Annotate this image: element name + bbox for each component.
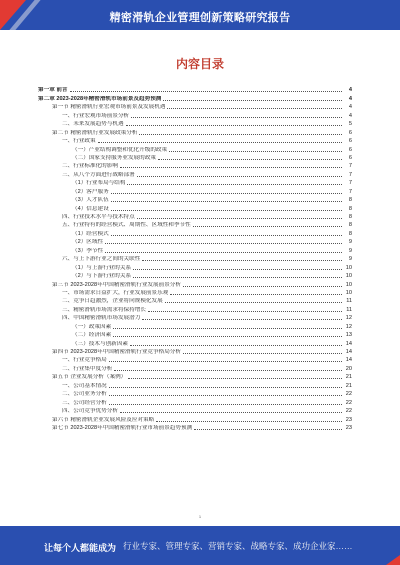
toc-leader-dots (156, 421, 342, 422)
toc-entry-text: 一、公司基本情况 (62, 382, 107, 389)
toc-entry[interactable] (38, 154, 352, 162)
toc-entry[interactable] (38, 137, 352, 145)
page-number: 1 (198, 514, 202, 519)
toc-entry[interactable] (38, 348, 352, 356)
toc-leader-dots (170, 294, 342, 295)
toc-entry-page: 4 (348, 95, 352, 102)
toc-entry-page: 6 (348, 129, 352, 136)
toc-leader-dots (163, 100, 342, 101)
toc-entry-page: 11 (346, 306, 352, 313)
toc-entry-text: （一）产业结构调整和优化升级的政策 (72, 146, 168, 153)
toc-leader-dots (111, 193, 342, 194)
toc-entry[interactable] (38, 255, 352, 263)
toc-entry-text: 五、行业特有的经营模式、周期性、区域性和季节性 (62, 222, 191, 229)
toc-leader-dots (183, 286, 342, 287)
toc-leader-dots (167, 108, 342, 109)
toc-entry-page: 6 (348, 138, 352, 145)
footer-slogan-right: 行业专家、管理专家、营销专家、战略专家、成功企业家…… (123, 541, 353, 551)
toc-entry-page: 6 (348, 154, 352, 161)
toc-entry-text: （一）政策因素 (72, 323, 112, 330)
toc-entry-text: 一、行业竞争格局 (62, 357, 107, 364)
toc-entry-text: 二、公司业务分析 (62, 391, 107, 398)
toc-entry-page: 10 (345, 264, 352, 271)
toc-leader-dots (194, 429, 342, 430)
toc-entry-page: 4 (348, 112, 352, 119)
toc-entry-text: 第七节 2023-2028年中国精密滑轨行业市场前景趋势预测 (52, 424, 193, 431)
toc-entry-page: 22 (345, 391, 352, 398)
toc-leader-dots (142, 319, 342, 320)
toc-entry-text: 三、公司经营分析 (62, 399, 107, 406)
toc-entry[interactable] (38, 263, 352, 271)
toc-entry-page: 10 (345, 281, 352, 288)
toc-leader-dots (133, 269, 342, 270)
table-of-contents (38, 86, 352, 432)
toc-leader-dots (111, 201, 342, 202)
toc-entry[interactable] (38, 145, 352, 153)
toc-entry-page: 13 (345, 332, 352, 339)
toc-entry-page: 9 (348, 256, 352, 263)
toc-entry-text: 三、从八个方面进行战略部署 (62, 171, 135, 178)
toc-leader-dots (131, 117, 342, 118)
toc-title: 内容目录 (175, 57, 224, 71)
toc-entry-page: 4 (348, 87, 352, 94)
toc-leader-dots (120, 412, 342, 413)
toc-leader-dots (113, 336, 342, 337)
toc-leader-dots (137, 176, 342, 177)
toc-entry[interactable] (38, 128, 352, 136)
toc-entry-page: 8 (348, 205, 352, 212)
report-header (0, 0, 400, 30)
toc-entry-page: 23 (345, 416, 352, 423)
toc-entry[interactable] (38, 213, 352, 221)
toc-entry-text: 六、与上下游行业之间的关联性 (62, 256, 141, 263)
toc-leader-dots (169, 151, 342, 152)
toc-leader-dots (139, 134, 342, 135)
toc-entry-page: 7 (348, 163, 352, 170)
toc-leader-dots (128, 378, 342, 379)
footer-red-accent (386, 555, 400, 565)
toc-entry-page: 14 (345, 340, 352, 347)
toc-entry-text: 三、精密滑轨市场需求将保持增长 (62, 306, 146, 313)
toc-entry[interactable] (38, 238, 352, 246)
toc-leader-dots (114, 370, 342, 371)
toc-entry[interactable] (38, 415, 352, 423)
toc-entry-text: 四、中国精密滑轨市场发展潜力 (62, 315, 141, 322)
toc-entry-page: 22 (345, 408, 352, 415)
toc-leader-dots (70, 91, 342, 92)
toc-entry-text: 第二章 2023-2028年精密滑轨市场前景及趋势预测 (38, 95, 162, 102)
toc-leader-dots (105, 252, 342, 253)
toc-entry[interactable] (38, 424, 352, 432)
toc-leader-dots (105, 243, 342, 244)
toc-leader-dots (111, 235, 342, 236)
toc-leader-dots (98, 142, 342, 143)
toc-entry[interactable] (38, 390, 352, 398)
toc-entry-page: 8 (348, 214, 352, 220)
toc-entry-text: 二、竞争日趋激烈，企业将向规模化发展 (62, 298, 163, 305)
toc-entry-text: 二、未来发展趋势与机遇 (62, 121, 124, 128)
toc-entry-text: （二）经济因素 (72, 332, 112, 339)
toc-entry-text: 第四节 2023-2028年中国精密滑轨行业竞争格局分析 (52, 349, 181, 355)
toc-entry[interactable] (38, 331, 352, 339)
toc-entry-text: 四、行业技术水平与技术特点 (62, 214, 135, 220)
toc-entry-text: （2）与下游行业的关系 (72, 273, 132, 280)
toc-entry-page: 8 (348, 222, 352, 229)
toc-leader-dots (120, 167, 342, 168)
toc-leader-dots (113, 328, 342, 329)
toc-entry[interactable] (38, 221, 352, 229)
toc-entry-page: 7 (348, 171, 352, 178)
toc-entry[interactable] (38, 407, 352, 415)
toc-entry-text: （1）行业布局与结构 (72, 180, 126, 187)
toc-leader-dots (109, 404, 342, 405)
toc-entry[interactable] (38, 322, 352, 330)
toc-entry[interactable] (38, 162, 352, 170)
toc-entry-text: 第一节 精密滑轨行业宏观市场前景及发展机遇 (52, 104, 166, 111)
toc-leader-dots (183, 353, 342, 354)
toc-entry-text: 二、行业标准化的影响 (62, 163, 118, 170)
toc-entry-text: 第三节 2023-2028年中国精密滑轨行业发展前景分析 (52, 281, 181, 288)
toc-entry[interactable] (38, 111, 352, 119)
toc-entry-text: （1）与上游行业的关系 (72, 264, 132, 271)
toc-entry-text: （2）区域性 (72, 239, 104, 246)
toc-entry-text: （1）经营模式 (72, 230, 109, 237)
toc-leader-dots (133, 277, 342, 278)
toc-entry[interactable] (38, 86, 352, 94)
toc-entry-page: 6 (348, 146, 352, 153)
toc-entry-page: 22 (345, 399, 352, 406)
toc-entry[interactable] (38, 339, 352, 347)
toc-entry-text: （3）季节性 (72, 247, 104, 254)
toc-leader-dots (111, 210, 342, 211)
toc-entry[interactable] (38, 94, 352, 102)
toc-leader-dots (109, 387, 342, 388)
toc-entry[interactable] (38, 103, 352, 111)
toc-entry-page: 14 (345, 349, 352, 355)
toc-entry-text: （4）信息建设 (72, 205, 109, 212)
toc-entry-page: 8 (348, 197, 352, 204)
toc-entry-text: 第六节 精密滑轨企业发展风险及应对策略 (52, 416, 155, 423)
toc-entry-text: 一、行业宏观市场前景分析 (62, 112, 130, 119)
toc-entry-text: 四、公司竞争优势分析 (62, 408, 118, 415)
toc-entry-page: 12 (345, 323, 352, 330)
toc-entry-page: 20 (345, 365, 352, 372)
toc-entry-page: 9 (348, 239, 352, 246)
toc-entry[interactable] (38, 381, 352, 389)
toc-entry[interactable] (38, 272, 352, 280)
toc-entry-page: 9 (348, 247, 352, 254)
toc-entry-page: 5 (348, 121, 352, 128)
toc-leader-dots (148, 311, 342, 312)
toc-entry[interactable] (38, 305, 352, 313)
toc-entry-page: 7 (348, 188, 352, 195)
toc-entry[interactable] (38, 204, 352, 212)
toc-entry-page: 10 (345, 273, 352, 280)
footer-banner (0, 526, 400, 565)
toc-entry-text: （二）国家支持服务业发展的政策 (72, 154, 156, 161)
toc-leader-dots (158, 159, 342, 160)
toc-entry[interactable] (38, 246, 352, 254)
toc-entry[interactable] (38, 179, 352, 187)
toc-entry[interactable] (38, 373, 352, 381)
toc-entry-page: 14 (345, 357, 352, 364)
toc-leader-dots (109, 395, 342, 396)
toc-entry[interactable] (38, 229, 352, 237)
toc-entry-text: 第五节 企业发展分析（案例） (52, 374, 127, 381)
toc-leader-dots (126, 125, 342, 126)
toc-leader-dots (193, 226, 342, 227)
toc-entry[interactable] (38, 314, 352, 322)
toc-leader-dots (142, 260, 342, 261)
toc-leader-dots (137, 218, 342, 219)
toc-entry[interactable] (38, 297, 352, 305)
toc-entry[interactable] (38, 280, 352, 288)
toc-entry-text: （2）客户服务 (72, 188, 109, 195)
toc-entry-page: 8 (348, 230, 352, 237)
toc-entry[interactable] (38, 170, 352, 178)
toc-entry-page: 12 (345, 315, 352, 322)
report-title: 精密滑轨企业管理创新策略研究报告 (109, 12, 291, 24)
toc-entry-text: 一、市场需求日益扩大，行业发展前景乐观 (62, 289, 169, 296)
toc-entry[interactable] (38, 398, 352, 406)
toc-entry[interactable] (38, 120, 352, 128)
toc-entry-text: （三）技术与创新因素 (72, 340, 128, 347)
toc-leader-dots (130, 345, 342, 346)
toc-entry-page: 21 (345, 374, 352, 381)
toc-entry[interactable] (38, 289, 352, 297)
toc-entry-text: 第二节 精密滑轨行业发展政策分析 (52, 129, 138, 136)
toc-entry-text: 一、行业政策 (62, 138, 96, 145)
toc-leader-dots (127, 184, 342, 185)
toc-entry-text: 第一章 前言 (38, 87, 68, 94)
toc-entry-page: 21 (345, 382, 352, 389)
toc-entry[interactable] (38, 187, 352, 195)
toc-entry-page: 23 (345, 424, 352, 431)
toc-entry-text: 二、行业集中度分析 (62, 365, 113, 372)
toc-entry-page: 11 (346, 298, 352, 305)
toc-entry-page: 4 (348, 104, 352, 111)
toc-entry-page: 10 (345, 289, 352, 296)
toc-leader-dots (165, 302, 342, 303)
toc-entry[interactable] (38, 196, 352, 204)
toc-leader-dots (109, 361, 342, 362)
toc-entry-text: （3）人才队伍 (72, 197, 109, 204)
toc-entry[interactable] (38, 356, 352, 364)
toc-entry[interactable] (38, 364, 352, 372)
toc-entry-page: 7 (348, 180, 352, 187)
footer-slogan-left: 让每个人都能成为 (44, 543, 117, 553)
